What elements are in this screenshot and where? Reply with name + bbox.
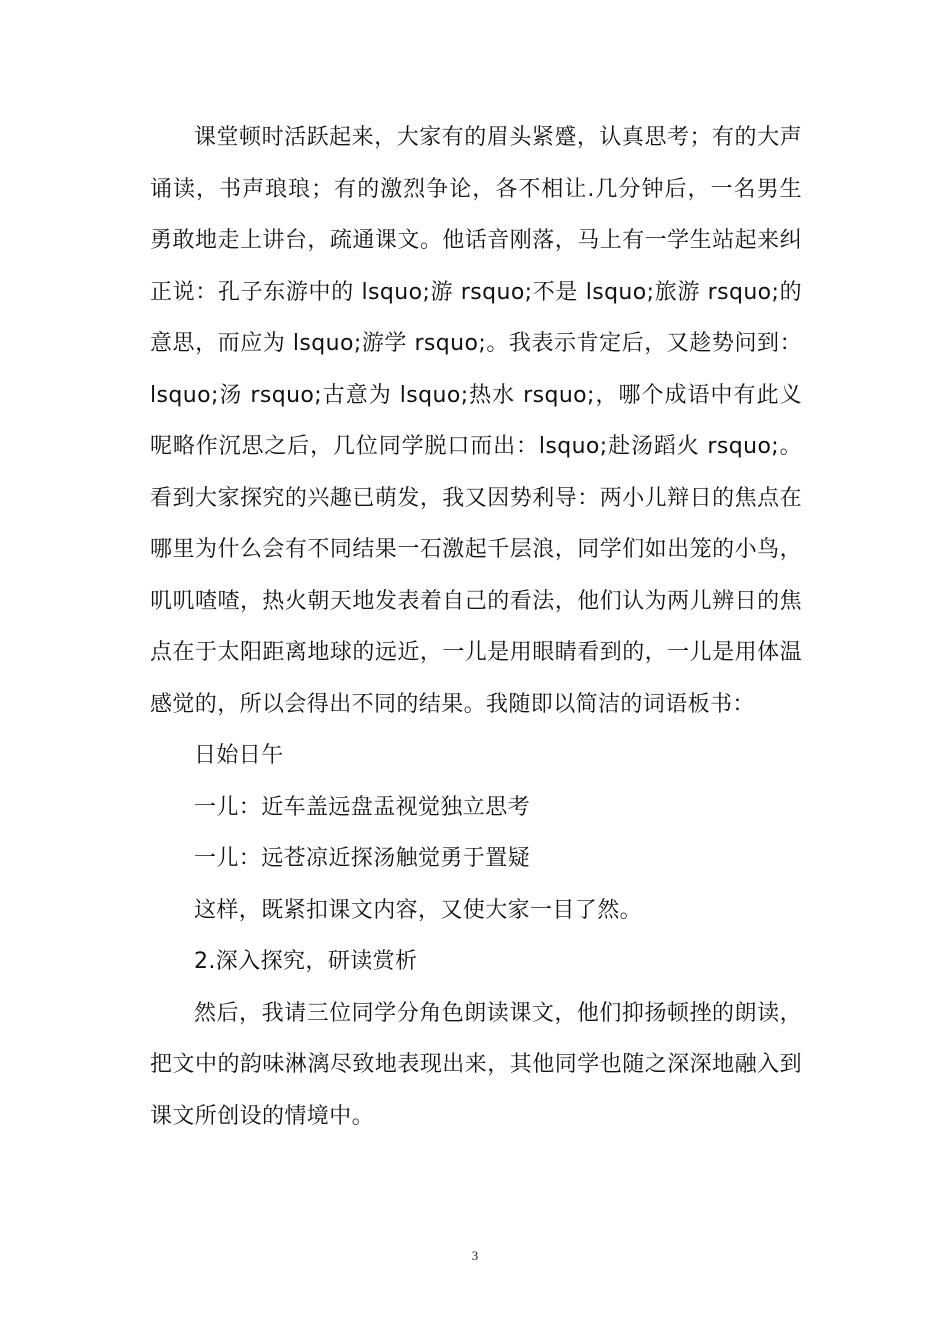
paragraph-summary: 这样，既紧扣课文内容，又使大家一目了然。: [194, 897, 643, 923]
paragraph-board-line-one: 一儿：近车盖远盘盂视觉独立思考: [194, 794, 531, 820]
paragraph-board-line-two: 一儿：远苍凉近探汤触觉勇于置疑: [194, 846, 531, 871]
section-heading-deep-inquiry: 2.深入探究，研读赏析: [194, 949, 418, 974]
paragraph-role-reading: 然后，我请三位同学分角色朗读课文，他们抑扬顿挫的朗读，把文中的韵味淋漓尽致地表现出来，其他同学也随之深深地融入到课文所创设的情境中。: [150, 1000, 802, 1129]
page-number: 3: [471, 1248, 479, 1263]
paragraph-board-heading: 日始日午: [194, 743, 284, 768]
document-page: [150, 112, 802, 1142]
paragraph-classroom-discussion: 课堂顿时活跃起来，大家有的眉头紧蹙，认真思考；有的大声诵读，书声琅琅；有的激烈争论，各不相让.几分钟后，一名男生勇敢地走上讲台，疏通课文。他话音刚落，马上有一学生站起来纠正说：孔子东游中的 lsquo;游 rsquo;不是 lsquo;旅游 rsquo;的意思，而应为 lsquo;游学 rsquo;。我表示肯定后，又趁势问到：lsquo;汤 rsquo;古意为 lsquo;热水 rsquo;，哪个成语中有此义呢略作沉思之后，几位同学脱口而出：lsquo;赴汤蹈火 rsquo;。看到大家探究的兴趣已萌发，我又因势利导：两小儿辩日的焦点在哪里为什么会有不同结果一石激起千层浪，同学们如出笼的小鸟，叽叽喳喳，热火朝天地发表着自己的看法，他们认为两儿辨日的焦点在于太阳距离地球的远近，一儿是用眼睛看到的，一儿是用体温感觉的，所以会得出不同的结果。我随即以简洁的词语板书：: [150, 125, 802, 717]
